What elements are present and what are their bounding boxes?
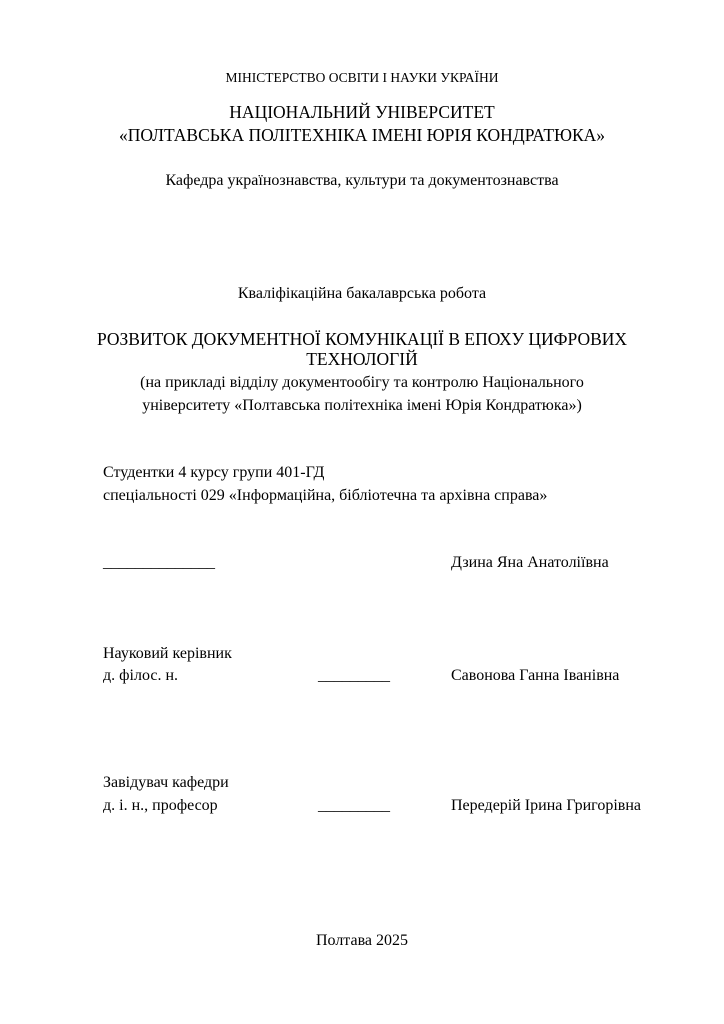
work-type: Кваліфікаційна бакалаврська робота: [237, 285, 487, 302]
head-signature-line: _________: [318, 797, 390, 814]
head-role: Завідувач кафедри: [103, 774, 229, 791]
supervisor-signature-line: _________: [318, 667, 390, 684]
student-specialty: спеціальності 029 «Інформаційна, бібліотечна та архівна справа»: [103, 487, 548, 504]
supervisor-role: Науковий керівник: [103, 645, 232, 662]
student-group: Студентки 4 курсу групи 401-ГД: [103, 464, 325, 481]
supervisor-name: Савонова Ганна Іванівна: [451, 667, 620, 684]
head-name: Передерій Ірина Григорівна: [451, 797, 641, 814]
work-subtitle-line1: (на прикладі відділу документообігу та контролю Національного: [140, 374, 584, 391]
ministry-name: МІНІСТЕРСТВО ОСВІТИ І НАУКИ УКРАЇНИ: [225, 70, 499, 85]
place-year: Полтава 2025: [315, 932, 409, 949]
student-name: Дзина Яна Анатоліївна: [451, 554, 609, 571]
head-degree: д. і. н., професор: [103, 797, 218, 814]
supervisor-degree: д. філос. н.: [103, 667, 178, 684]
work-title-line2: ТЕХНОЛОГІЙ: [306, 349, 418, 369]
work-title-line1: РОЗВИТОК ДОКУМЕНТНОЇ КОМУНІКАЦІЇ В ЕПОХУ ЦИФРОВИХ: [96, 329, 628, 349]
university-name-line2: «ПОЛТАВСЬКА ПОЛІТЕХНІКА ІМЕНІ ЮРІЯ КОНДРАТЮКА»: [118, 125, 606, 145]
student-signature-line: ______________: [103, 554, 215, 571]
department-name: Кафедра українознавства, культури та документознавства: [165, 172, 559, 189]
university-name-line1: НАЦІОНАЛЬНИЙ УНІВЕРСИТЕТ: [229, 102, 495, 122]
work-subtitle-line2: університету «Полтавська політехніка імені Юрія Кондратюка»): [142, 397, 582, 414]
